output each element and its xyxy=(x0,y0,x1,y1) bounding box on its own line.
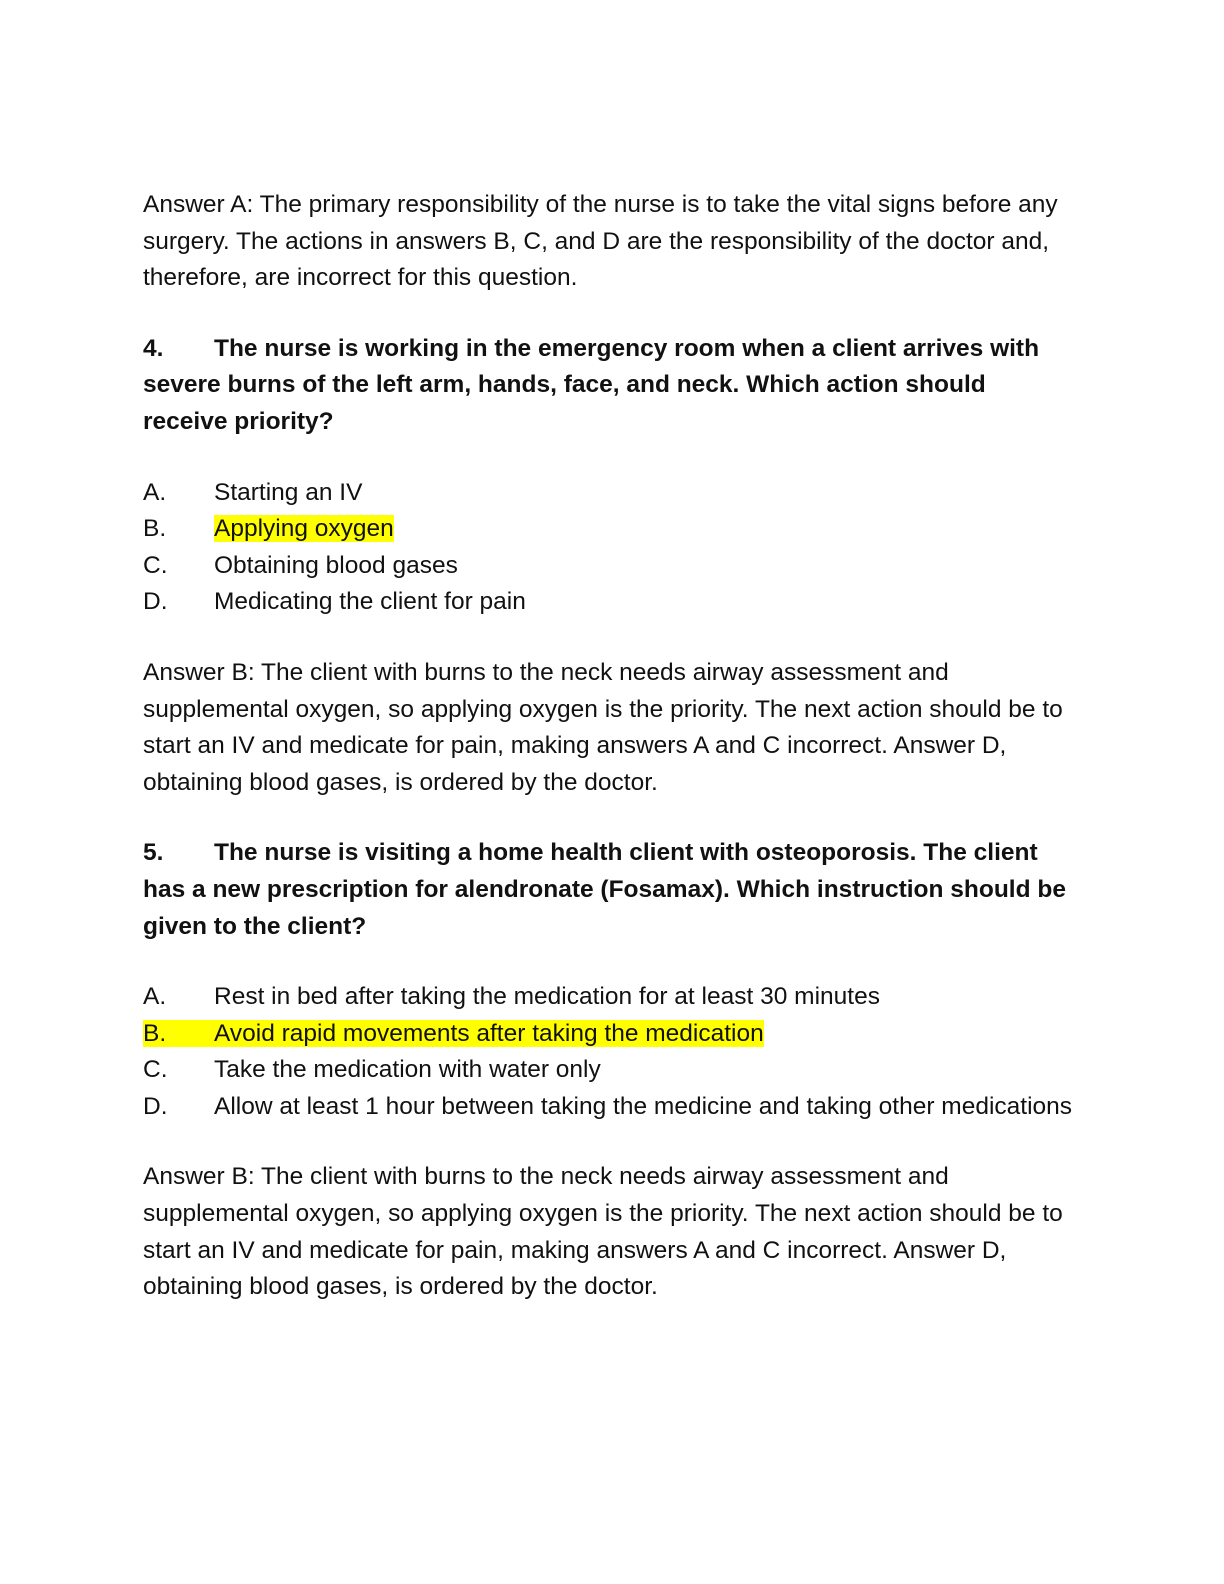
question-text: The nurse is visiting a home health client with osteoporosis. The client has a new prescription for alendronate (Fosamax). Which instruction should be given to the client? xyxy=(143,839,1066,940)
option-text: Allow at least 1 hour between taking the medicine and taking other medications xyxy=(214,1092,1073,1120)
question-number: 5. xyxy=(143,839,164,867)
option-letter: D. xyxy=(143,1092,168,1120)
highlighted-option-text: Applying oxygen xyxy=(214,515,394,543)
question-text: The nurse is working in the emergency room when a client arrives with severe burns of the left arm, hands, face, and neck. Which action should receive priority? xyxy=(143,334,1040,435)
option-c xyxy=(143,1052,1073,1089)
option-text: Medicating the client for pain xyxy=(214,588,526,616)
spacer xyxy=(143,441,1073,475)
option-b xyxy=(143,511,1073,548)
spacer xyxy=(143,1125,1073,1159)
spacer xyxy=(143,621,1073,655)
option-list xyxy=(143,475,1073,621)
option-d xyxy=(143,584,1073,621)
question-4 xyxy=(143,331,1073,441)
option-a xyxy=(143,475,1073,512)
intro-answer: Answer A: The primary responsibility of the nurse is to take the vital signs before any surgery. The actions in answers B, C, and D are the responsibility of the doctor and, therefore, are incorrect for this question. xyxy=(143,191,1058,292)
option-text: Take the medication with water only xyxy=(214,1056,601,1084)
option-d xyxy=(143,1089,1073,1126)
option-c xyxy=(143,548,1073,585)
option-b xyxy=(143,1016,1073,1053)
option-letter: D. xyxy=(143,588,168,616)
question-number: 4. xyxy=(143,334,164,362)
highlighted-option xyxy=(143,1020,764,1047)
option-letter: A. xyxy=(143,983,167,1011)
option-text: Avoid rapid movements after taking the medication xyxy=(214,1019,764,1047)
option-text: Starting an IV xyxy=(214,478,363,506)
option-a xyxy=(143,979,1073,1016)
answer-explanation-4: Answer B: The client with burns to the neck needs airway assessment and supplemental oxygen, so applying oxygen is the priority. The next action should be to start an IV and medicate for pain, making answers A and C incorrect. Answer D, obtaining blood gases, is ordered by the doctor. xyxy=(143,658,1063,796)
spacer xyxy=(143,945,1073,979)
option-text: Obtaining blood gases xyxy=(214,551,458,579)
question-block-4 xyxy=(143,331,1073,802)
option-letter: A. xyxy=(143,478,167,506)
question-5 xyxy=(143,835,1073,945)
option-letter: B. xyxy=(143,515,167,543)
option-text: Rest in bed after taking the medication for at least 30 minutes xyxy=(214,983,880,1011)
spacer xyxy=(143,801,1073,835)
question-block-5 xyxy=(143,835,1073,1306)
option-letter: B. xyxy=(143,1019,167,1047)
document-page xyxy=(143,187,1073,1306)
spacer xyxy=(143,297,1073,331)
option-list xyxy=(143,979,1073,1125)
option-letter: C. xyxy=(143,551,168,579)
answer-explanation-5: Answer B: The client with burns to the neck needs airway assessment and supplemental oxygen, so applying oxygen is the priority. The next action should be to start an IV and medicate for pain, making answers A and C incorrect. Answer D, obtaining blood gases, is ordered by the doctor. xyxy=(143,1163,1063,1301)
option-letter: C. xyxy=(143,1056,168,1084)
